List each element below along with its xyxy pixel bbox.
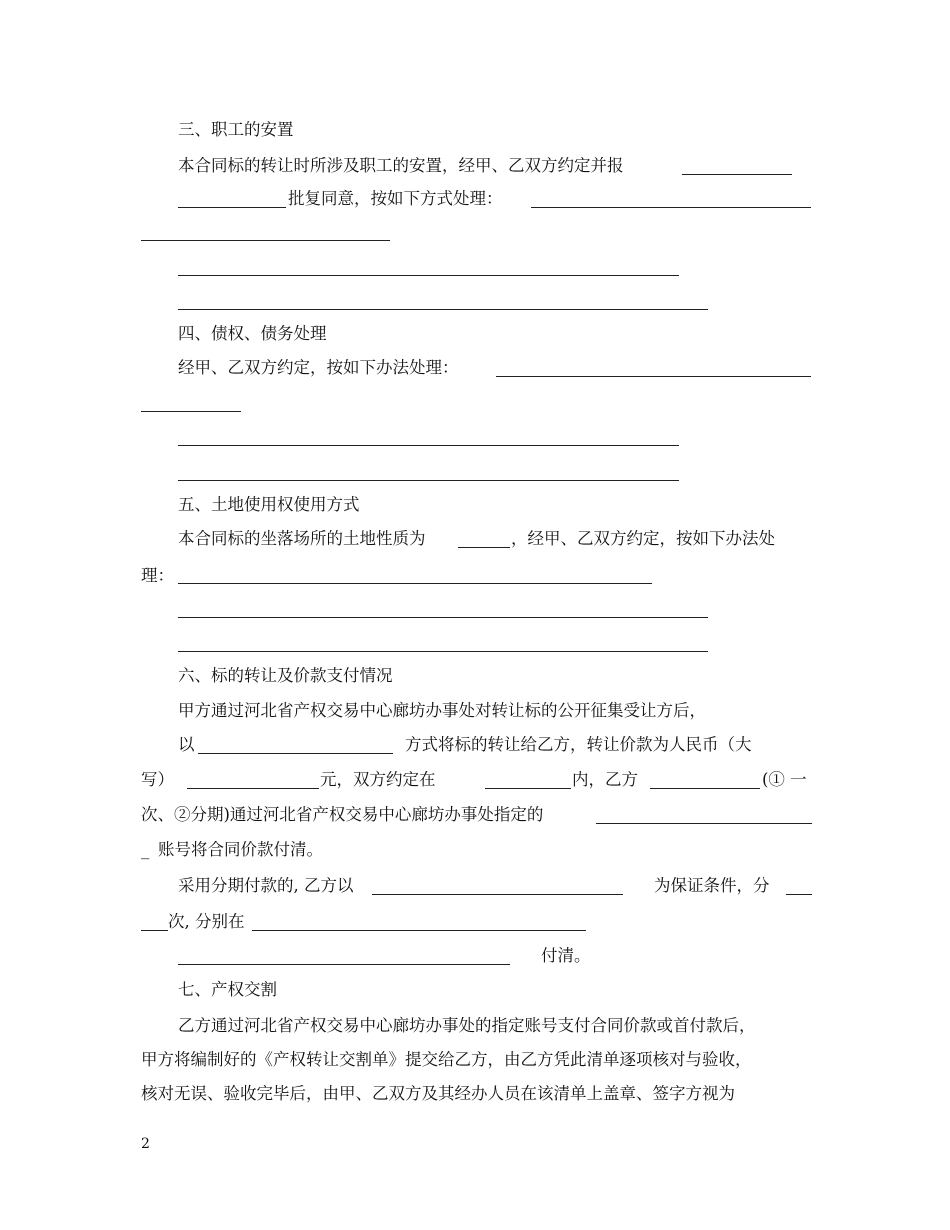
section-6-line-3c: 内，乙方 [572, 770, 638, 789]
page-number: 2 [141, 1136, 150, 1152]
section-3-paragraph-line-1: 本合同标的转让时所涉及职工的安置，经甲、乙双方约定并报 [178, 156, 624, 175]
section-6-line-4: 次、②分期)通过河北省产权交易中心廊坊办事处指定的 [141, 805, 544, 824]
blank-line [178, 445, 679, 446]
section-6-line-2b: 方式将标的转让给乙方，转让价款为人民币（大 [405, 735, 752, 754]
section-7-heading: 七、产权交割 [178, 980, 277, 999]
section-7-line-2: 甲方将编制好的《产权转让交割单》提交给乙方，由乙方凭此清单逐项核对与验收， [141, 1050, 752, 1069]
blank-line [141, 240, 390, 241]
blank-line [650, 788, 760, 789]
section-7-line-3: 核对无误、验收完毕后，由甲、乙双方及其经办人员在该清单上盖章、签字方视为 [141, 1084, 735, 1103]
section-6-line-6a: 采用分期付款的, 乙方以 [178, 876, 354, 895]
blank-line [458, 547, 510, 548]
blank-line [531, 207, 811, 208]
blank-line [198, 753, 393, 754]
section-6-line-5b: 账号将合同价款付清。 [158, 840, 323, 859]
blank-line [496, 376, 811, 377]
blank-line [178, 651, 708, 652]
blank-line [141, 930, 168, 931]
section-3-paragraph-line-2: 批复同意，按如下方式处理： [288, 189, 503, 208]
blank-line [178, 964, 510, 965]
section-6-line-6b: 为保证条件，分 [654, 876, 770, 895]
blank-line [178, 480, 679, 481]
blank-line [485, 788, 571, 789]
section-6-line-3b: 元，双方约定在 [320, 770, 436, 789]
blank-line [178, 207, 286, 208]
blank-line [178, 309, 708, 310]
blank-line [682, 174, 792, 175]
section-6-heading: 六、标的转让及价款支付情况 [178, 666, 393, 685]
section-5-paragraph-line-1: 本合同标的坐落场所的土地性质为 [178, 529, 426, 548]
blank-line [252, 930, 586, 931]
section-4-heading: 四、债权、债务处理 [178, 324, 327, 343]
section-7-line-1: 乙方通过河北省产权交易中心廊坊办事处的指定账号支付合同价款或首付款后， [178, 1016, 756, 1035]
section-6-line-3a: 写） [141, 770, 174, 789]
section-3-heading: 三、职工的安置 [178, 120, 294, 139]
blank-line [187, 788, 319, 789]
section-5-paragraph-line-2: 理： [141, 566, 174, 585]
section-6-line-2a: 以 [178, 735, 195, 754]
section-5-heading: 五、土地使用权使用方式 [178, 495, 360, 514]
section-6-line-3d: (① 一 [762, 770, 807, 789]
section-6-line-7: 次, 分别在 [168, 912, 245, 931]
blank-line [178, 617, 708, 618]
blank-line [178, 275, 679, 276]
section-6-line-5a: _ [141, 840, 150, 859]
section-6-line-8: 付清。 [541, 946, 591, 965]
section-6-line-1: 甲方通过河北省产权交易中心廊坊办事处对转让标的公开征集受让方后， [178, 701, 706, 720]
blank-line [786, 894, 812, 895]
blank-line [372, 894, 623, 895]
blank-line [596, 823, 812, 824]
section-4-paragraph: 经甲、乙双方约定，按如下办法处理： [178, 358, 459, 377]
blank-line [178, 583, 652, 584]
section-5-paragraph-line-1b: ，经甲、乙双方约定，按如下办法处 [511, 529, 775, 548]
blank-line [141, 411, 241, 412]
